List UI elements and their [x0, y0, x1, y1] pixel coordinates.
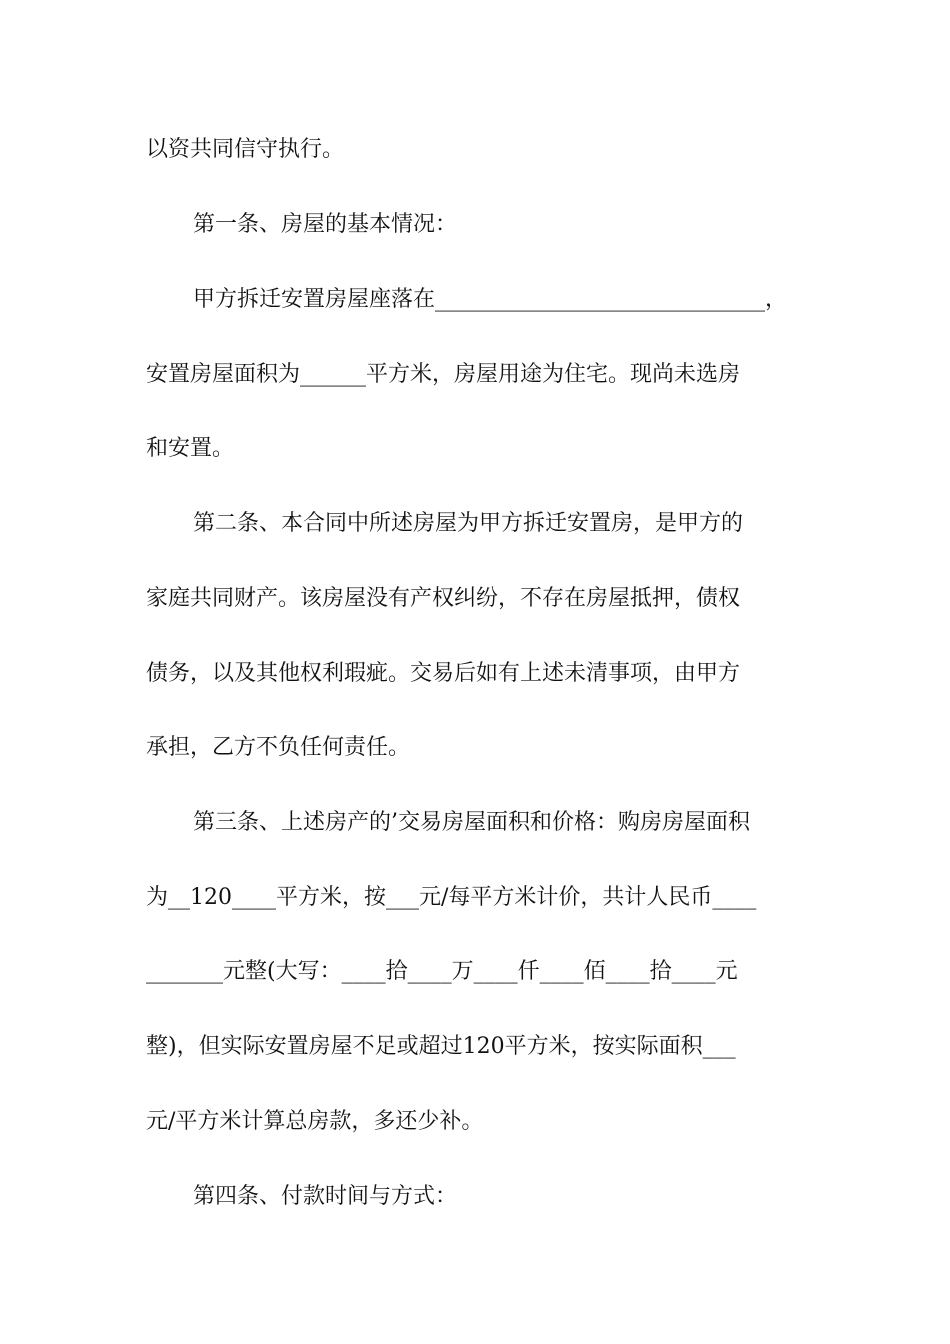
- paragraph-line: 和安置。: [146, 436, 235, 461]
- paragraph-line: 整)，但实际安置房屋不足或超过120平方米，按实际面积___: [146, 1034, 736, 1059]
- article-4-heading: 第四条、付款时间与方式：: [193, 1184, 458, 1209]
- article-1-heading: 第一条、房屋的基本情况：: [193, 212, 458, 237]
- paragraph-line: 安置房屋面积为______平方米，房屋用途为住宅。现尚未选房: [146, 362, 741, 387]
- article-3-paragraph: 第三条、上述房产的’交易房屋面积和价格：购房房屋面积: [193, 810, 750, 835]
- paragraph-line: 以资共同信守执行。: [146, 137, 345, 162]
- paragraph-line: 承担，乙方不负任何责任。: [146, 735, 411, 760]
- paragraph-line: 元/平方米计算总房款，多还少补。: [146, 1109, 484, 1134]
- article-2-paragraph: 第二条、本合同中所述房屋为甲方拆迁安置房，是甲方的: [193, 511, 744, 536]
- paragraph-line: 甲方拆迁安置房屋座落在______________________________，: [193, 287, 788, 312]
- paragraph-line: 为__120____平方米，按___元/每平方米计价，共计人民币____: [146, 885, 757, 910]
- paragraph-line: _______元整(大写：____拾____万____仟____佰____拾____元: [146, 959, 738, 984]
- paragraph-line: 债务，以及其他权利瑕疵。交易后如有上述未清事项，由甲方: [146, 661, 741, 686]
- paragraph-line: 家庭共同财产。该房屋没有产权纠纷，不存在房屋抵押，债权: [146, 586, 741, 611]
